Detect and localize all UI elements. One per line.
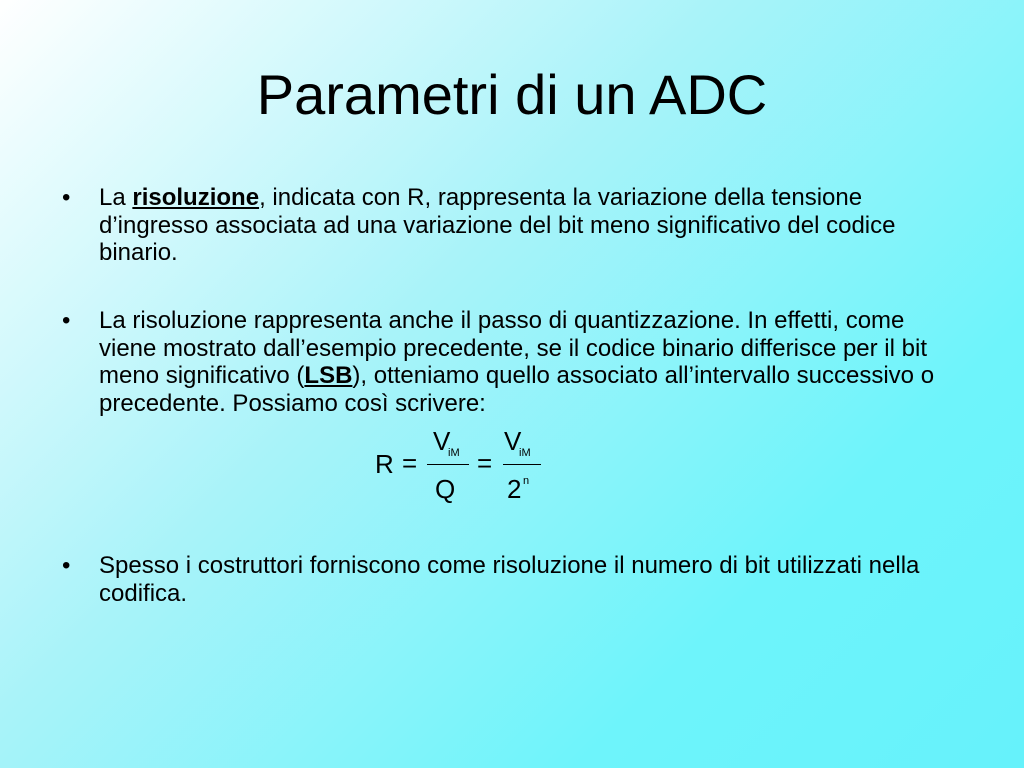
- bullet-1-post: , indicata con R, rappresenta la variazione della tensione d’ingresso associata ad una variazione del bit meno significativo del codice binario.: [99, 184, 896, 266]
- slide-title: Parametri di un ADC: [256, 63, 768, 126]
- formula-numerator-1: V: [433, 426, 451, 456]
- bullet-text-1: [99, 184, 939, 267]
- bullet-text-3: Spesso i costruttori forniscono come risoluzione il numero di bit utilizzati nella codifica.: [99, 552, 920, 607]
- fraction-line-1: [427, 464, 469, 465]
- resolution-formula: [375, 426, 555, 506]
- bullet-text-2: [99, 307, 939, 417]
- bullet-dot-icon: •: [62, 552, 71, 579]
- bullet-1-pre: La: [99, 184, 133, 211]
- bullet-dot-icon: •: [62, 307, 71, 334]
- formula-denominator-1: Q: [435, 474, 456, 504]
- formula-numerator-2: V: [504, 426, 522, 456]
- formula-numerator-1-subscript: iM: [448, 447, 460, 459]
- formula-denominator-2-base: 2: [507, 474, 522, 504]
- formula-equals-1: =: [402, 448, 418, 478]
- formula-lhs: R: [375, 449, 394, 479]
- formula-denominator-2-exponent: n: [523, 475, 530, 487]
- bullet-2-pre: La risoluzione rappresenta anche il passo di quantizzazione. In effetti, come viene mostrato dall’esempio precedente, se il codice binario differisce per il bit meno significativo (: [99, 307, 927, 389]
- formula-equals-2: =: [477, 448, 493, 478]
- keyword-lsb: LSB: [304, 362, 353, 389]
- keyword-risoluzione: risoluzione: [132, 184, 260, 211]
- bullet-dot-icon: •: [62, 184, 71, 211]
- bullet-2-post: ), otteniamo quello associato all’intervallo successivo o precedente. Possiamo così scrivere:: [99, 362, 935, 417]
- fraction-line-2: [503, 464, 541, 465]
- formula-numerator-2-subscript: iM: [519, 447, 531, 459]
